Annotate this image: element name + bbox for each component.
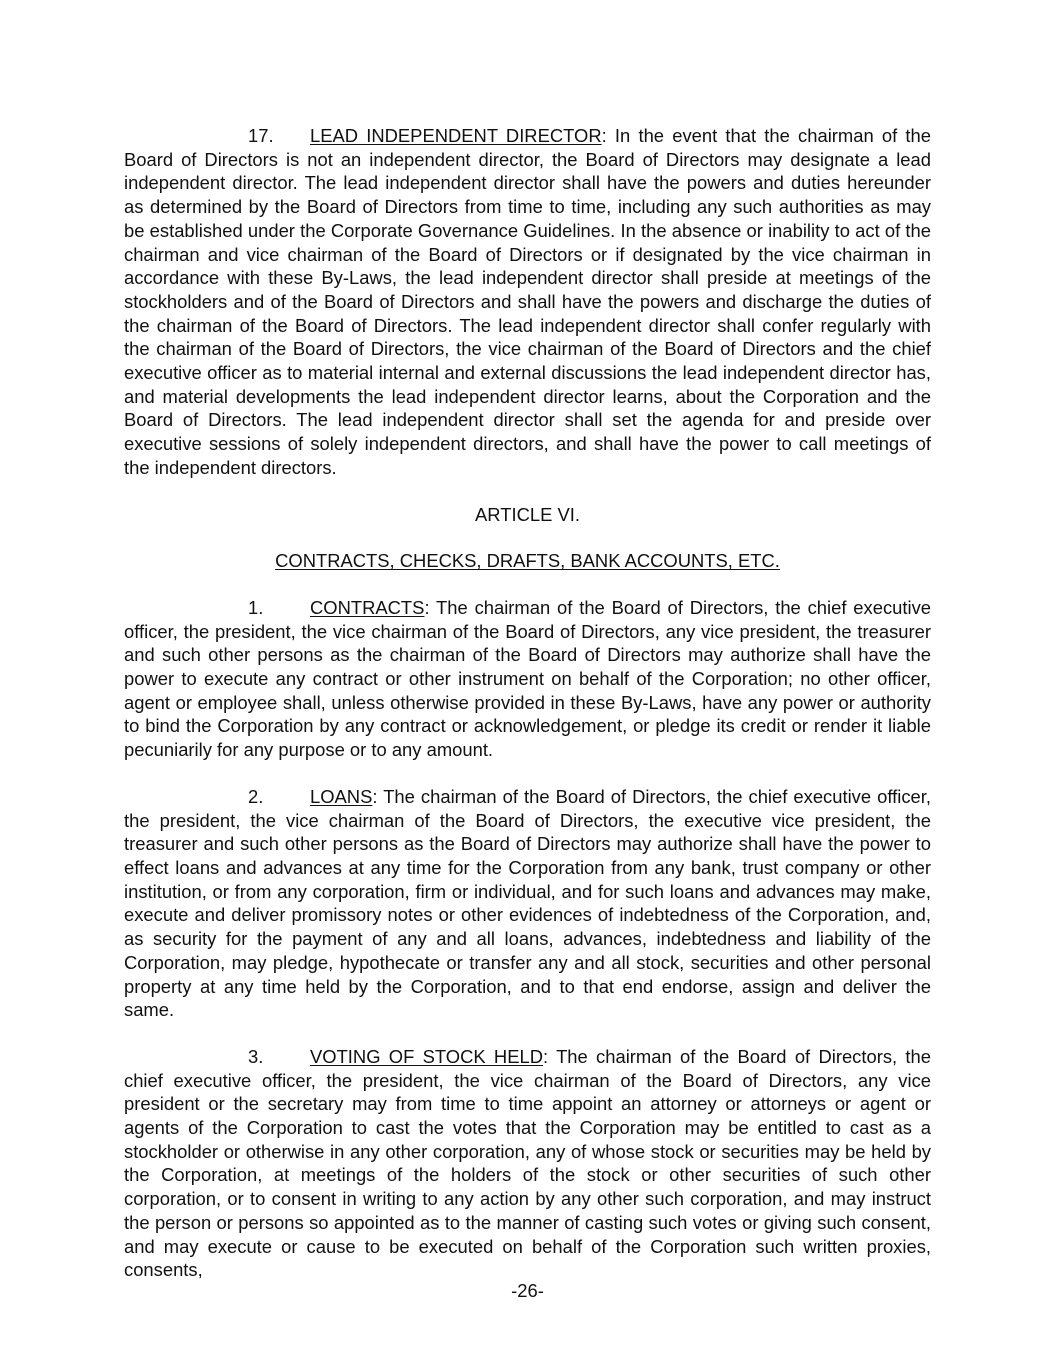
section-heading: LOANS [310,785,373,807]
section-body: : The chairman of the Board of Directors, the chief executive officer, the president, the vice chairman of the Board of Directors, the executive vice president, the treasurer and such other persons as the Board of Directors may authorize shall have the power to effect loans and advances at any time for the Corporation from any bank, trust company or other institution, or from any corporation, firm or individual, and for such loans and advances may make, execute and deliver promissory notes or other evidences of indebtedness of the Corporation, and, as security for the payment of any and all loans, advances, indebtedness and liability of the Corporation, may pledge, hypothecate or transfer any and all stock, securities and other personal property at any time held by the Corporation, and to that end endorse, assign and deliver the same. [124,785,931,1021]
section-3-voting-of-stock-held [124,1045,931,1282]
section-heading: VOTING OF STOCK HELD [310,1045,543,1067]
section-body: : In the event that the chairman of the Board of Directors is not an independent director, the Board of Directors may designate a lead independent director. The lead independent director shall have the powers and duties hereunder as determined by the Board of Directors from time to time, including any such authorities as may be established under the Corporate Governance Guidelines. In the absence or inability to act of the chairman and vice chairman of the Board of Directors or if designated by the vice chairman in accordance with these By-Laws, the lead independent director shall preside at meetings of the stockholders and of the Board of Directors and shall have the powers and discharge the duties of the chairman of the Board of Directors. The lead independent director shall confer regularly with the chairman of the Board of Directors, the vice chairman of the Board of Directors and the chief executive officer as to material internal and external discussions the lead independent director has, and material developments the lead independent director learns, about the Corporation and the Board of Directors. The lead independent director shall set the agenda for and preside over executive sessions of solely independent directors, and shall have the power to call meetings of the independent directors. [124,125,931,478]
section-body: : The chairman of the Board of Directors, the chief executive officer, the president, the vice chairman of the Board of Directors, any vice president or the secretary may from time to time appoint an attorney or attorneys or agent or agents of the Corporation to cast the votes that the Corporation may be entitled to cast as a stockholder or otherwise in any other corporation, any of whose stock or securities may be held by the Corporation, at meetings of the holders of the stock or other securities of such other corporation, or to consent in writing to any action by any other such corporation, and may instruct the person or persons so appointed as to the manner of casting such votes or giving such consent, and may execute or cause to be executed on behalf of the Corporation such written proxies, consents, [124,1045,931,1281]
document-page [124,124,931,1282]
article-title: ARTICLE VI. [475,503,580,525]
section-1-contracts [124,596,931,762]
section-heading: CONTRACTS [310,596,425,618]
section-number: 3. [248,1045,264,1067]
section-number: 17. [248,125,274,146]
section-number: 2. [248,785,264,807]
article-subtitle: CONTRACTS, CHECKS, DRAFTS, BANK ACCOUNTS, ETC. [275,550,780,572]
section-number: 1. [248,596,264,618]
section-2-loans [124,785,931,1022]
section-heading: LEAD INDEPENDENT DIRECTOR [310,125,602,146]
page-number: -26- [511,1280,544,1301]
section-17-lead-independent-director [124,124,931,480]
section-body: : The chairman of the Board of Directors, the chief executive officer, the president, the vice chairman of the Board of Directors, any vice president, the treasurer and such other persons as the chairman of the Board of Directors may authorize shall have the power to execute any contract or other instrument on behalf of the Corporation; no other officer, agent or employee shall, unless otherwise provided in these By-Laws, have any power or authority to bind the Corporation by any contract or acknowledgement, or pledge its credit or render it liable pecuniarily for any purpose or to any amount. [124,596,931,761]
